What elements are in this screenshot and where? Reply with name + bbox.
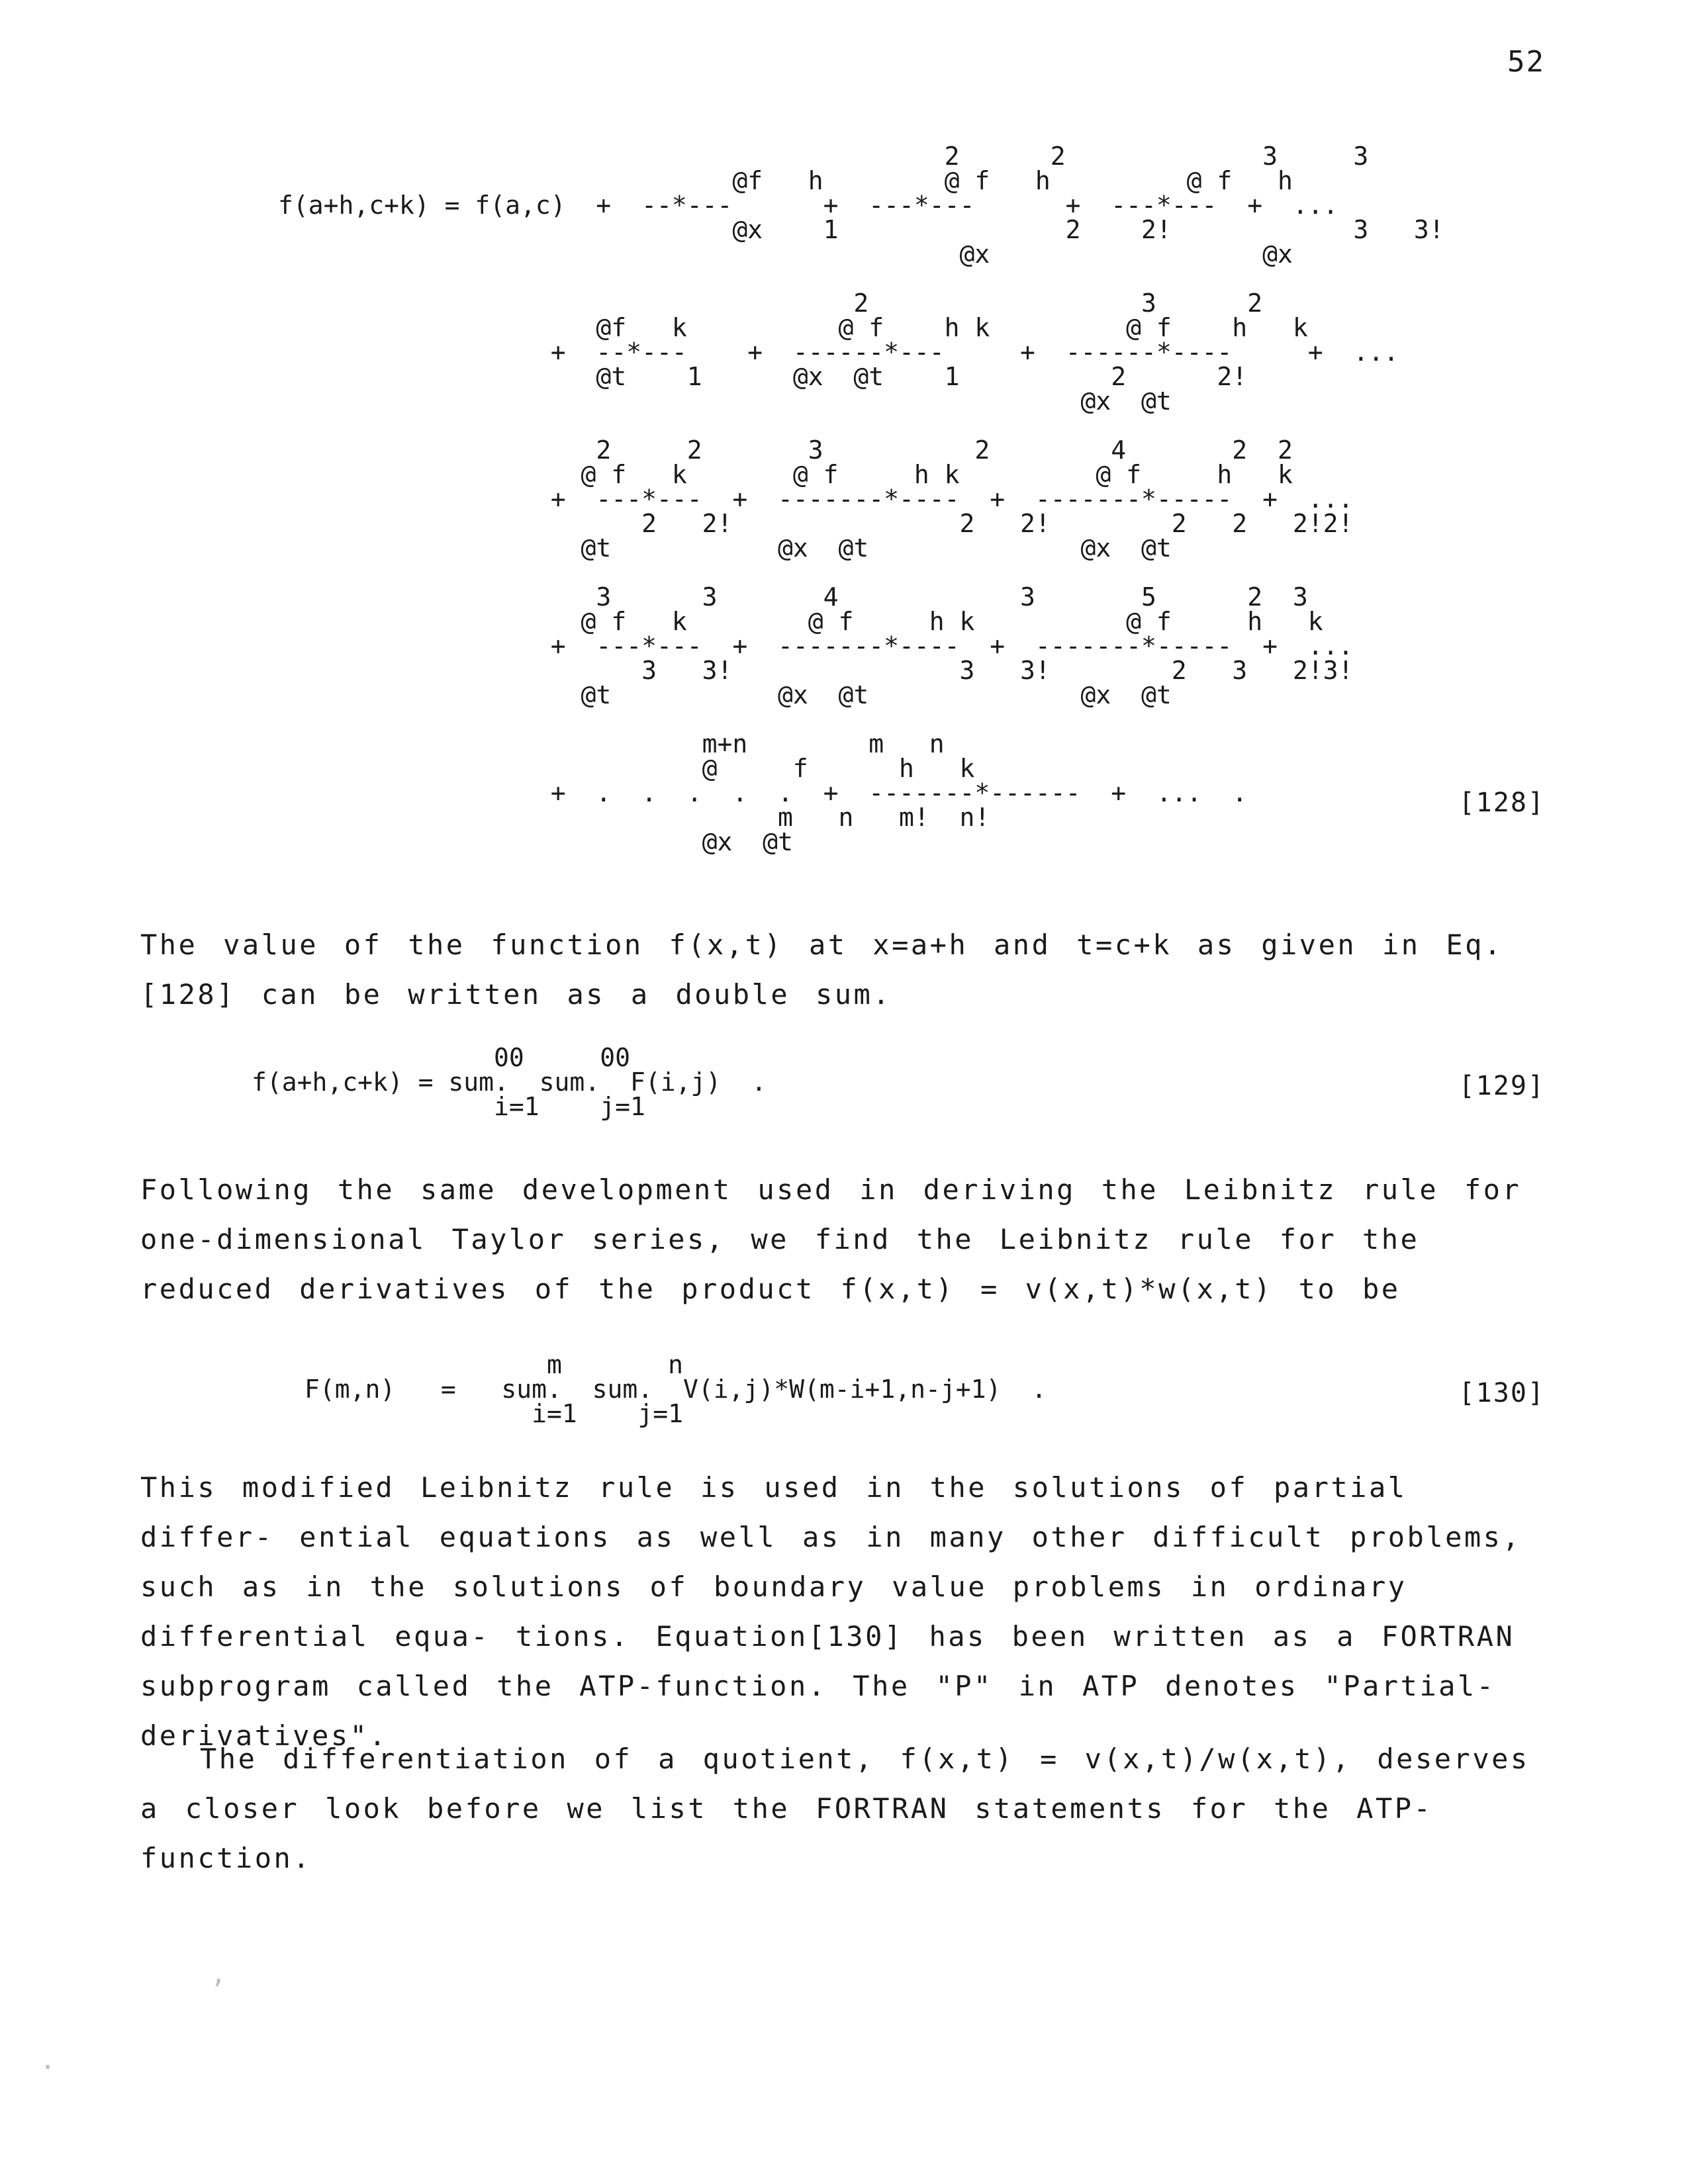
page-number: 52 — [1507, 45, 1545, 79]
paragraph-4 — [140, 1734, 1557, 1883]
paragraph-2 — [140, 1165, 1557, 1314]
equation-number-129: [129] — [1458, 1071, 1545, 1101]
paragraph-4-text: The differentiation of a quotient, f(x,t) = v(x,t)/w(x,t), deserves a closer look before we list the FORTRAN statements for the ATP-function. — [140, 1743, 1530, 1874]
equation-130: m n F(m,n) = sum. sum. V(i,j)*W(m-i+1,n-j+1) . i=1 j=1 — [305, 1350, 1047, 1428]
equation-number-128: [128] — [1458, 788, 1545, 818]
paragraph-1-text: The value of the function f(x,t) at x=a+h and t=c+k as given in Eq.[128] can be written as a double sum. — [140, 929, 1503, 1011]
equation-number-130: [130] — [1458, 1378, 1545, 1408]
paragraph-3 — [140, 1463, 1557, 1760]
stray-mark-2: . — [40, 2045, 56, 2075]
paragraph-1 — [140, 920, 1557, 1019]
paragraph-2-text: Following the same development used in deriving the Leibnitz rule for one-dimensional Taylor series, we find the Leibnitz rule for the reduced derivatives of the product f(x,t) = v(x,t)*w(x,t) to be — [140, 1173, 1522, 1305]
equation-128: 2 2 3 3 @f h @ f h @ f h f(a+h,c+k) = f(a,c) + --*--- + ---*--- + ---*--- + ... @x 1 2 2! 3 3! @x @x 2 3 2 @f k @ f h k @ f h k + --*--- + ------*--- + ------*---- + ... @t 1 @x @t 1 2 2! @x @t 2 2 3 2 4 2 2 @ f k @ f h k @ f h k + ---*--- + -------*---- + -------*----- + ... 2 2! 2 2! 2 2 2!2! @t @x @t @x @t 3 3 4 3 5 2 3 @ f k @ f h k @ f h k + ---*--- + -------*---- + -------*----- + ... 3 3! 3 3! 2 3 2!3! @t @x @t @x @t m+n m n @ f h k + . . . . . + -------*------ + ... . m n m! n! @x @t — [278, 142, 1444, 856]
paragraph-3-text: This modified Leibnitz rule is used in the solutions of partial differ- ential equations as well as in many other difficult problems, such as in the solutions of boundary value problems in ordinary differential equa- tions. Equation[130] has been written as a FORTRAN subprogram called the ATP-function. The "P" in ATP denotes "Partial-derivatives". — [140, 1471, 1522, 1752]
equation-129: 00 00 f(a+h,c+k) = sum. sum. F(i,j) . i=1 j=1 — [252, 1043, 767, 1121]
stray-mark-1: , — [211, 1959, 227, 1989]
